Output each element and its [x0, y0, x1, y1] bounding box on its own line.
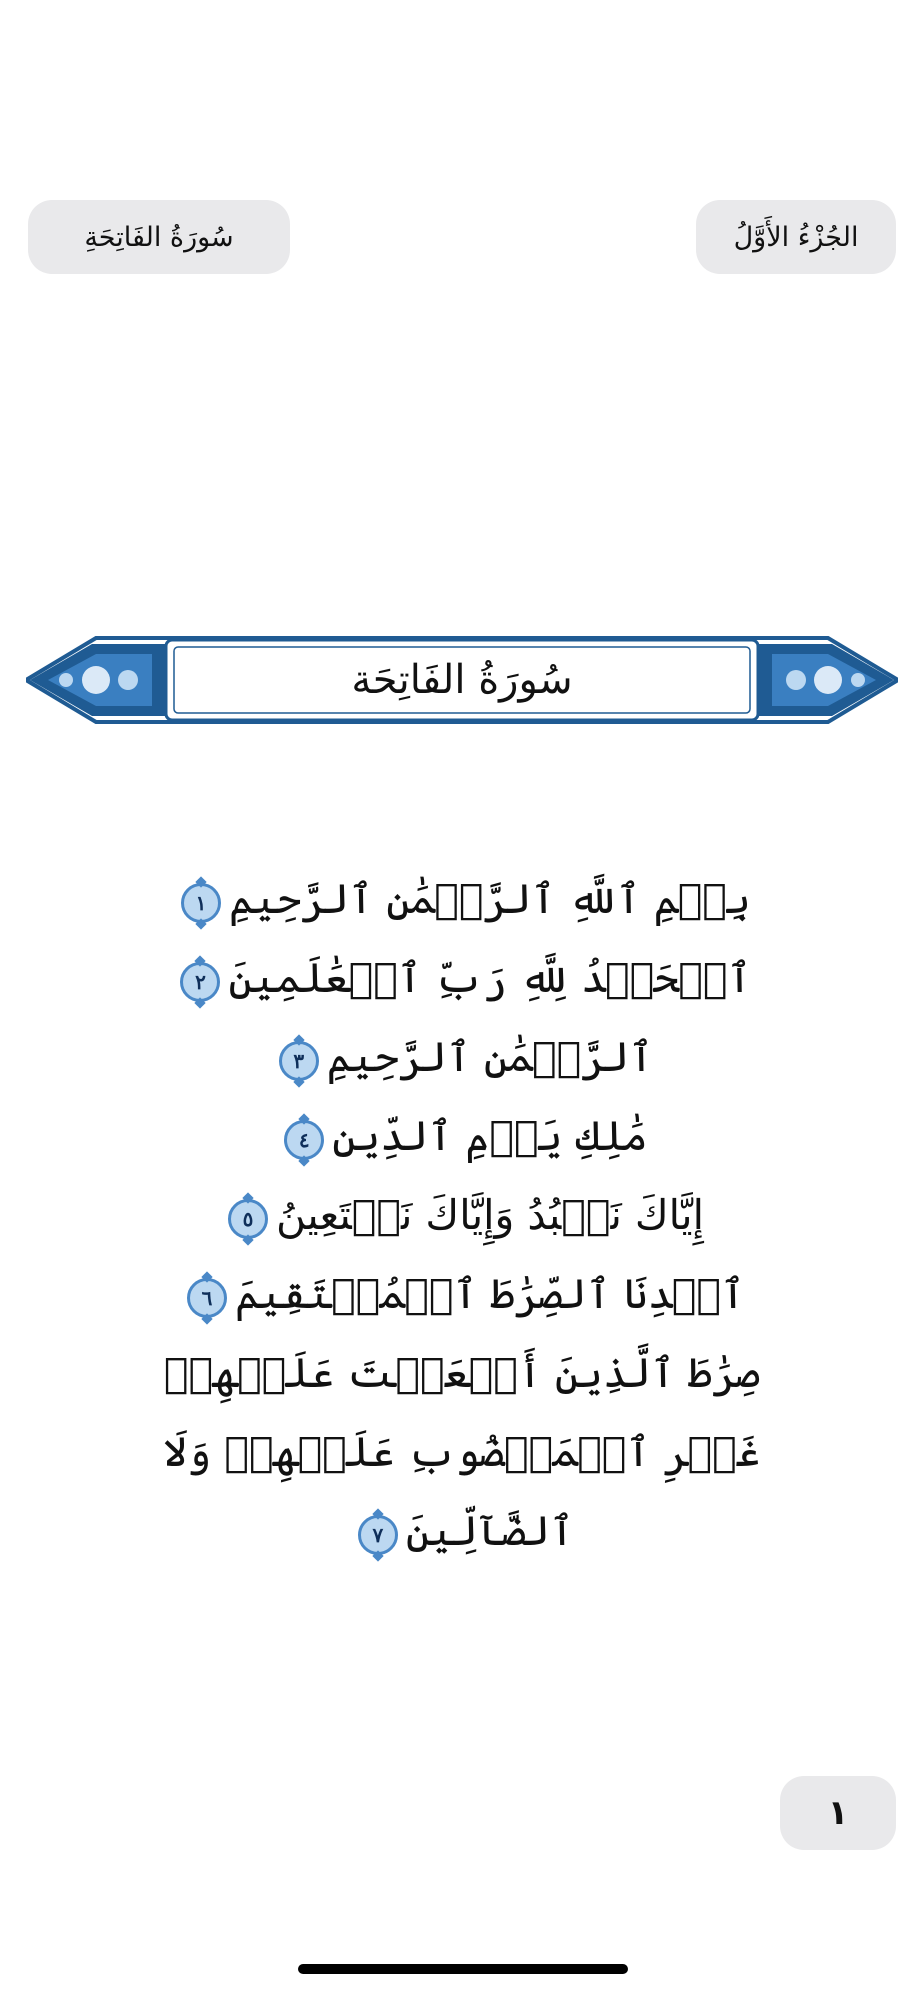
verse-number-marker: ٤: [284, 1120, 324, 1160]
verse-number-marker: ٦: [187, 1278, 227, 1318]
verse-text: ٱهۡدِنَا ٱلصِّرَٰطَ ٱلۡمُسۡتَقِيمَ: [234, 1270, 746, 1318]
juz-name-button[interactable]: [696, 200, 896, 274]
verse-number-marker: ٧: [358, 1515, 398, 1555]
verse-text: بِسۡمِ ٱللَّهِ ٱلرَّحۡمَٰنِ ٱلرَّحِيمِ: [229, 875, 751, 923]
verse-text: ٱلرَّحۡمَٰنِ ٱلرَّحِيمِ: [326, 1033, 654, 1081]
page-number-label: ١: [827, 1793, 849, 1833]
verse-text: إِيَّاكَ نَعۡبُدُ وَإِيَّاكَ نَسۡتَعِينُ: [276, 1191, 704, 1239]
surah-header-title: سُورَةُ الفَاتِحَة: [351, 657, 573, 703]
verse-number-marker: ٢: [180, 962, 220, 1002]
verse-text: مَٰلِكِ يَوۡمِ ٱلدِّينِ: [332, 1112, 648, 1160]
verse-number-marker: ١: [181, 883, 221, 923]
verse-text: صِرَٰطَ ٱلَّذِينَ أَنۡعَمۡتَ عَلَيۡهِمۡ غَيۡرِ ٱلۡمَغۡضُوبِ عَلَيۡهِمۡ وَلَا ٱلضَّآلِّينَ: [163, 1349, 761, 1555]
home-indicator[interactable]: [298, 1964, 628, 1974]
verse-text: ٱلۡحَمۡدُ لِلَّهِ رَبِّ ٱلۡعَٰلَمِينَ: [228, 954, 752, 1002]
surah-name-label: سُورَةُ الفَاتِحَةِ: [84, 221, 234, 253]
juz-name-label: الجُزْءُ الأَوَّلُ: [733, 221, 859, 253]
verse-number-marker: ٣: [279, 1041, 319, 1081]
surah-name-button[interactable]: [28, 200, 290, 274]
verses-block: [150, 860, 774, 1571]
verse-number-marker: ٥: [228, 1199, 268, 1239]
page-number-button[interactable]: [780, 1776, 896, 1850]
